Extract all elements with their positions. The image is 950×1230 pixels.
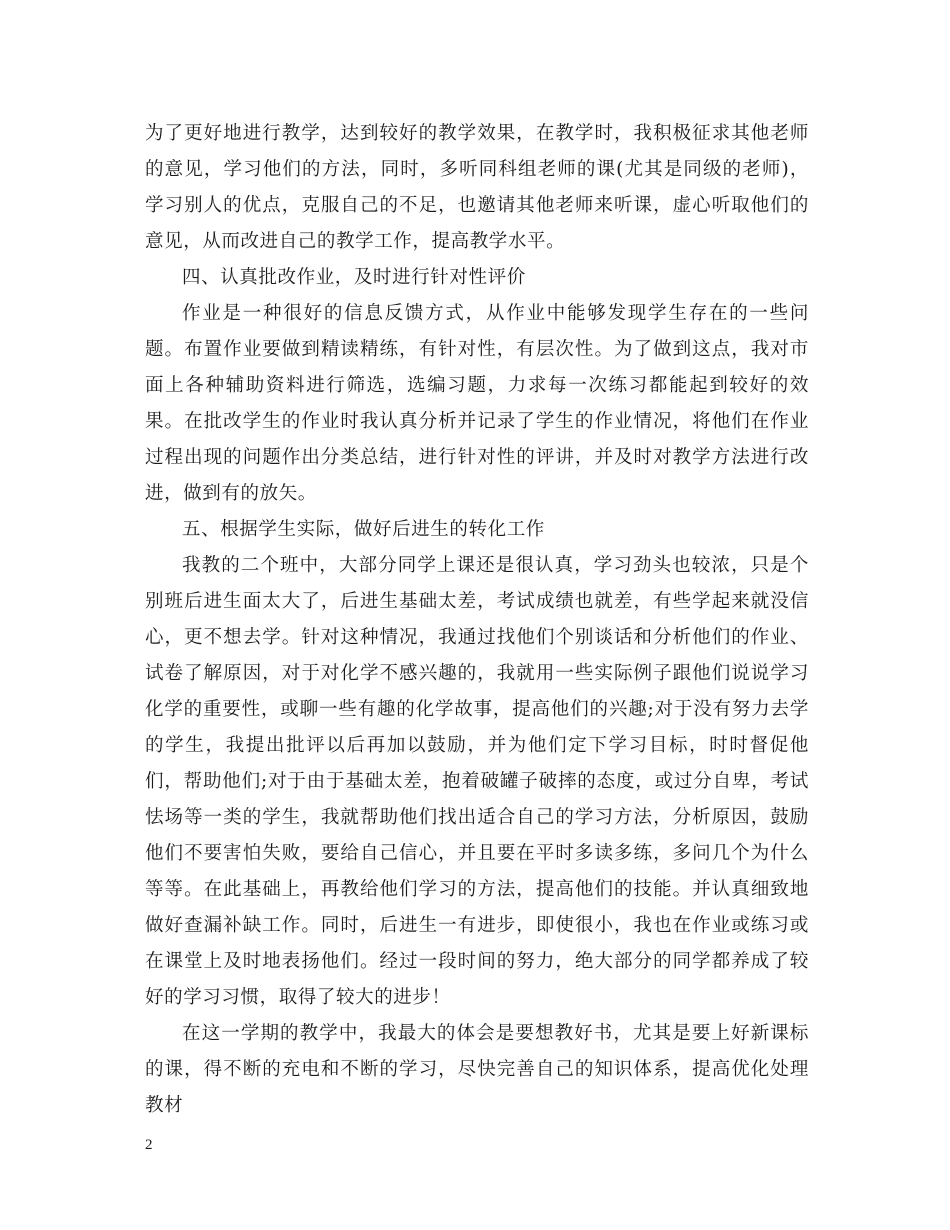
page-number: 2 bbox=[145, 1137, 153, 1153]
paragraph-underachievers: 我教的二个班中，大部分同学上课还是很认真，学习劲头也较浓，只是个别班后进生面太大了，后进生基础太差，考试成绩也就差，有些学起来就没信心，更不想去学。针对这种情况，我通过找他们个别谈话和分析他们的作业、试卷了解原因，对于对化学不感兴趣的，我就用一些实际例子跟他们说说学习化学的重要性，或聊一些有趣的化学故事，提高他们的兴趣;对于没有努力去学的学生，我提出批评以后再加以鼓励，并为他们定下学习目标，时时督促他们，帮助他们;对于由于基础太差，抱着破罐子破摔的态度，或过分自卑，考试怯场等一类的学生，我就帮助他们找出适合自己的学习方法，分析原因，鼓励他们不要害怕失败，要给自己信心，并且要在平时多读多练，多问几个为什么等等。在此基础上，再教给他们学习的方法，提高他们的技能。并认真细致地做好查漏补缺工作。同时，后进生一有进步，即使很小，我也在作业或练习或在课堂上及时地表扬他们。经过一段时间的努力，绝大部分的同学都养成了较好的学习习惯，取得了较大的进步！ bbox=[145, 555, 809, 1008]
paragraph-homework: 作业是一种很好的信息反馈方式，从作业中能够发现学生存在的一些问题。布置作业要做到精读精练，有针对性，有层次性。为了做到这点，我对市面上各种辅助资料进行筛选，选编习题，力求每一次练习都能起到较好的效果。在批改学生的作业时我认真分析并记录了学生的作业情况，将他们在作业过程出现的问题作出分类总结，进行针对性的评讲，并及时对教学方法进行改进，做到有的放矢。 bbox=[145, 303, 809, 504]
section-heading-homework: 四、认真批改作业，及时进行针对性评价 bbox=[182, 267, 526, 288]
document-body bbox=[145, 116, 809, 1124]
paragraph-semester-reflection: 在这一学期的教学中，我最大的体会是要想教好书，尤其是要上好新课标的课，得不断的充电和不断的学习，尽快完善自己的知识体系，提高优化处理教材 bbox=[145, 1023, 809, 1116]
paragraph-teaching-improvement: 为了更好地进行教学，达到较好的教学效果，在教学时，我积极征求其他老师的意见，学习他们的方法，同时，多听同科组老师的课(尤其是同级的老师)，学习别人的优点，克服自己的不足，也邀请其他老师来听课，虚心听取他们的意见，从而改进自己的教学工作，提高教学水平。 bbox=[145, 123, 809, 252]
section-heading-underachievers: 五、根据学生实际，做好后进生的转化工作 bbox=[182, 519, 545, 540]
